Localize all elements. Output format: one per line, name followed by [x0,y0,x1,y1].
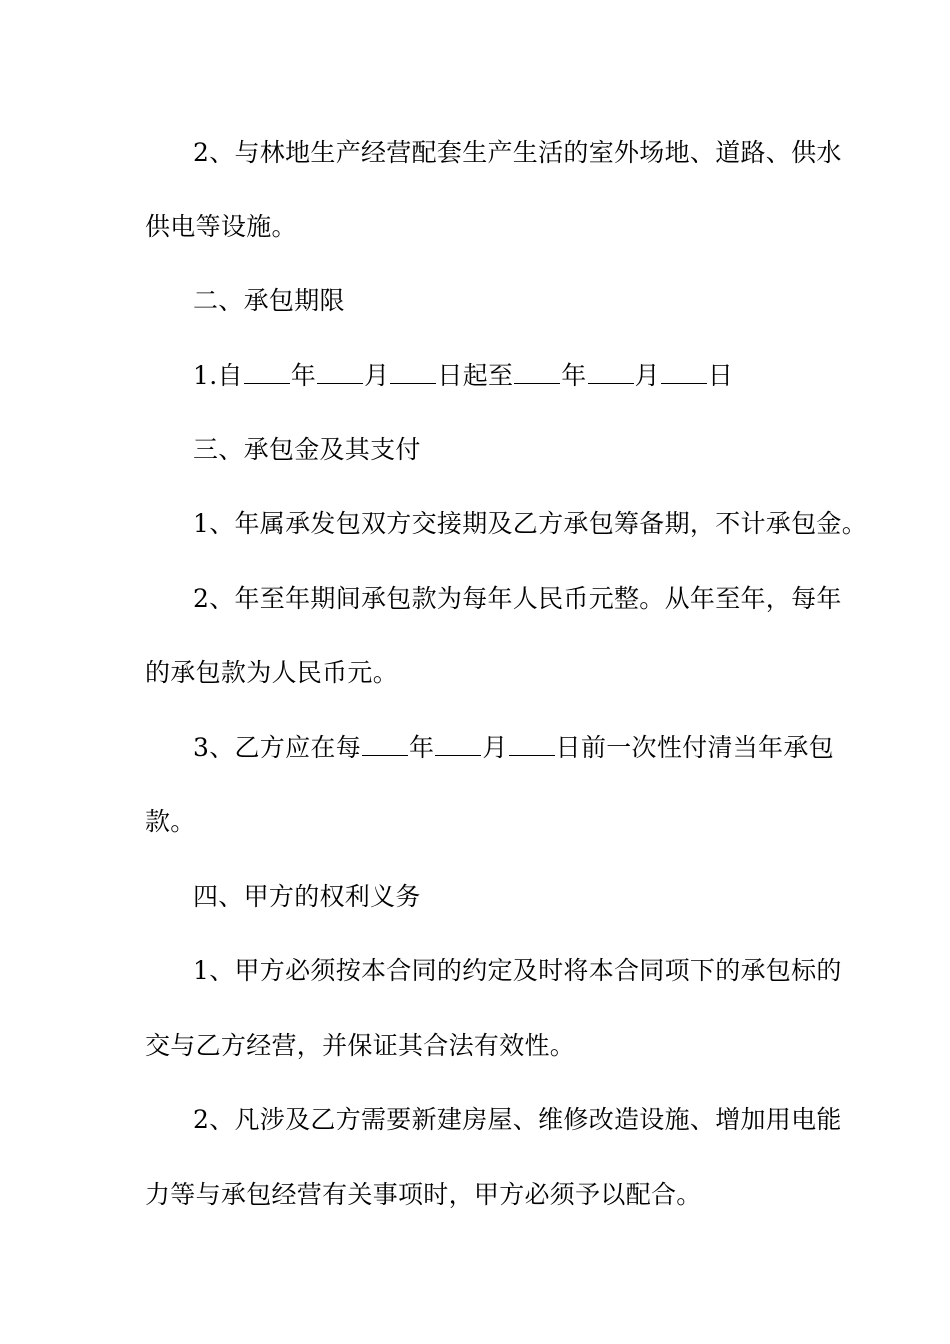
blank-field [390,361,436,384]
term-month-1: 月 [364,361,390,390]
term-year-1: 年 [290,361,317,390]
blank-field [244,361,290,384]
section-heading: 四、甲方的权利义务 [193,882,421,911]
paragraph-line: 的承包款为人民币元。 [145,658,399,687]
blank-field [588,361,634,384]
payment-month: 月 [482,733,508,762]
paragraph-line: 1、甲方必须按本合同的约定及时将本合同项下的承包标的 [193,956,842,985]
payment-year: 年 [409,733,435,762]
paragraph-line: 2、年至年期间承包款为每年人民币元整。从年至年，每年 [193,584,842,613]
term-prefix: 1.自 [193,361,243,390]
paragraph-line: 力等与承包经营有关事项时，甲方必须予以配合。 [145,1180,702,1209]
blank-field [435,733,481,756]
paragraph-line: 2、凡涉及乙方需要新建房屋、维修改造设施、增加用电能 [193,1105,842,1134]
blank-field [317,361,363,384]
payment-prefix: 3、乙方应在每 [193,733,362,762]
section-heading: 三、承包金及其支付 [193,435,421,464]
payment-line [193,733,834,763]
blank-field [514,361,560,384]
paragraph-line: 款。 [145,807,196,836]
blank-field [509,733,555,756]
blank-field [362,733,408,756]
blank-field [661,361,707,384]
paragraph-line: 供电等设施。 [145,212,297,241]
term-month-2: 月 [634,361,660,390]
payment-suffix: 日前一次性付清当年承包 [555,733,834,762]
paragraph-line: 1、年属承发包双方交接期及乙方承包筹备期，不计承包金。 [193,509,868,538]
paragraph-line: 2、与林地生产经营配套生产生活的室外场地、道路、供水 [193,138,842,167]
section-heading: 二、承包期限 [193,286,345,315]
term-day-2: 日 [707,361,734,390]
term-year-2: 年 [561,361,587,390]
paragraph-line: 交与乙方经营，并保证其合法有效性。 [145,1031,576,1060]
term-line [193,361,733,391]
term-day-1: 日起至 [437,361,514,390]
